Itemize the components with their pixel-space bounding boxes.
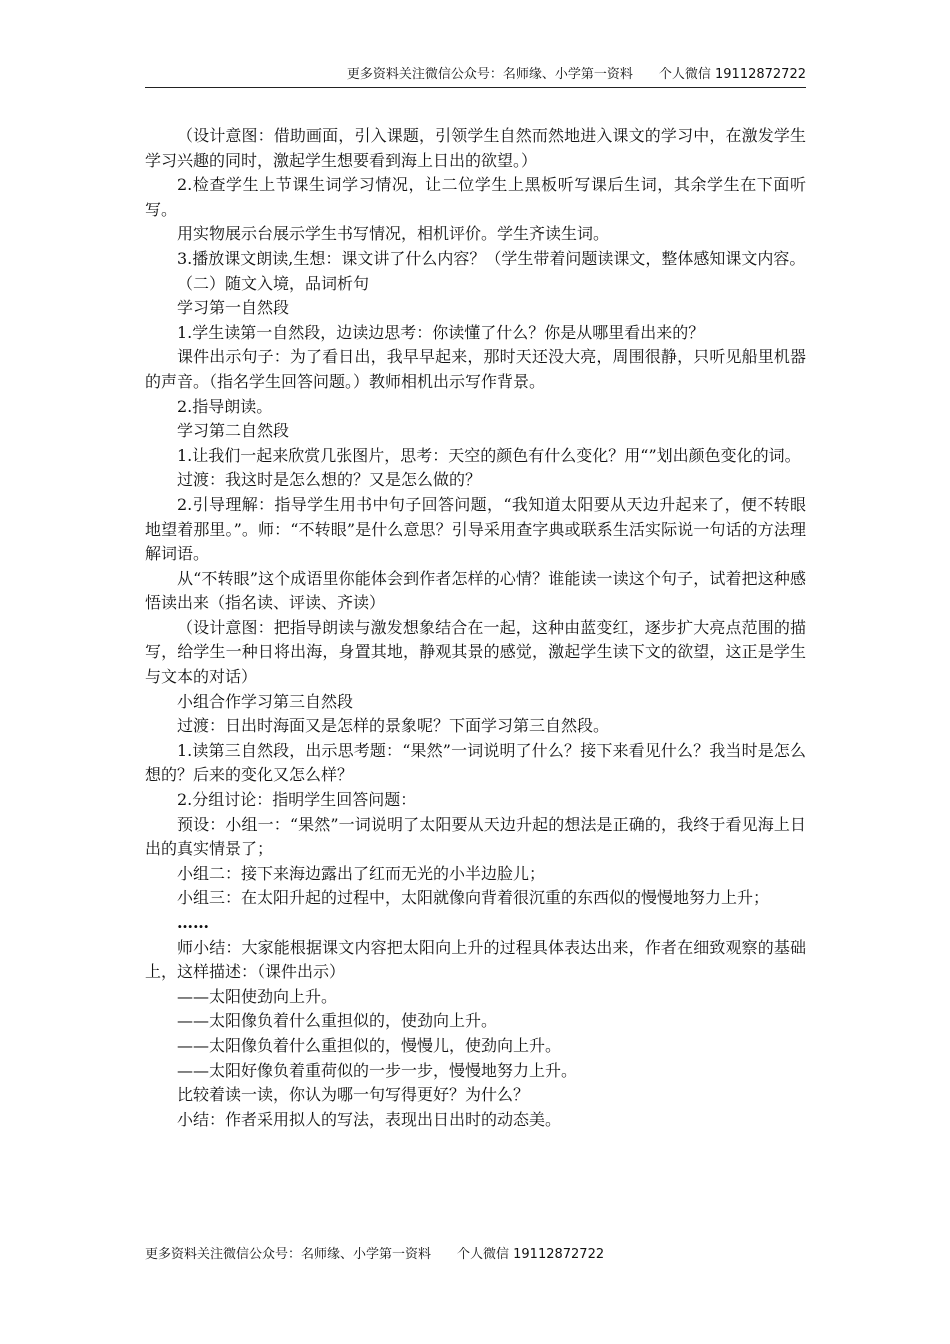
paragraph: ——太阳使劲向上升。 <box>177 986 338 1006</box>
paragraph: 1.读第三自然段，出示思考题：“果然”一词说明了什么？接下来看见什么？我当时是怎么想的？后来的变化又怎么样？ <box>145 740 806 785</box>
paragraph: 小组合作学习第三自然段 <box>177 691 354 711</box>
paragraph: 1.让我们一起来欣赏几张图片，思考：天空的颜色有什么变化？用“”划出颜色变化的词。 <box>177 445 801 465</box>
paragraph: 比较着读一读，你认为哪一句写得更好？为什么？ <box>177 1085 530 1105</box>
paragraph: 预设：小组一：“果然”一词说明了太阳要从天边升起的想法是正确的，我终于看见海上日出的真实情景了； <box>145 814 806 859</box>
document-body <box>145 124 806 1132</box>
ellipsis-line: …… <box>177 913 209 932</box>
page-header: 更多资料关注微信公众号：名师缘、小学第一资料 个人微信 19112872722 <box>346 67 806 82</box>
paragraph: 3.播放课文朗读,生想：课文讲了什么内容？（学生带着问题读课文，整体感知课文内容。 <box>177 248 806 268</box>
paragraph: 学习第一自然段 <box>177 298 290 318</box>
paragraph: ——太阳像负着什么重担似的，使劲向上升。 <box>177 1011 498 1031</box>
paragraph: 师小结：大家能根据课文内容把太阳向上升的过程具体表达出来，作者在细致观察的基础上，这样描述：（课件出示） <box>145 937 806 982</box>
paragraph: ——太阳像负着什么重担似的，慢慢儿，使劲向上升。 <box>177 1035 562 1055</box>
paragraph: 学习第二自然段 <box>177 421 290 441</box>
paragraph: 2.引导理解：指导学生用书中句子回答问题，“我知道太阳要从天边升起来了，便不转眼地望着那里。”。师：“不转眼”是什么意思？引导采用查字典或联系生活实际说一句话的方法理解词语。 <box>145 494 806 564</box>
section-heading: （二）随文入境，品词析句 <box>177 273 370 293</box>
paragraph: ——太阳好像负着重荷似的一步一步，慢慢地努力上升。 <box>177 1060 578 1080</box>
page-footer: 更多资料关注微信公众号：名师缘、小学第一资料 个人微信 19112872722 <box>145 1247 605 1262</box>
paragraph: 2.分组讨论：指明学生回答问题： <box>177 790 417 810</box>
paragraph: 2.指导朗读。 <box>177 396 273 416</box>
paragraph: 用实物展示台展示学生书写情况，相机评价。学生齐读生词。 <box>177 224 610 244</box>
paragraph: 从“不转眼”这个成语里你能体会到作者怎样的心情？谁能读一读这个句子，试着把这种感悟读出来（指名读、评读、齐读） <box>145 568 806 613</box>
paragraph: （设计意图：把指导朗读与激发想象结合在一起，这种由蓝变红，逐步扩大亮点范围的描写，给学生一种日将出海，身置其地，静观其景的感觉，激起学生读下文的欲望，这正是学生与文本的对话） <box>145 617 806 687</box>
paragraph: 小组三：在太阳升起的过程中，太阳就像向背着很沉重的东西似的慢慢地努力上升； <box>177 888 770 908</box>
header-divider <box>145 87 806 88</box>
paragraph: 过渡：日出时海面又是怎样的景象呢？下面学习第三自然段。 <box>177 716 610 736</box>
paragraph: 1.学生读第一自然段，边读边思考：你读懂了什么？你是从哪里看出来的？ <box>177 322 705 342</box>
paragraph: 2.检查学生上节课生词学习情况，让二位学生上黑板听写课后生词，其余学生在下面听写。 <box>145 175 806 219</box>
paragraph: 过渡：我这时是怎么想的？又是怎么做的？ <box>177 470 482 490</box>
paragraph: 小组二：接下来海边露出了红而无光的小半边脸儿； <box>177 863 546 883</box>
paragraph: （设计意图：借助画面，引入课题，引领学生自然而然地进入课文的学习中，在激发学生学习兴趣的同时，激起学生想要看到海上日出的欲望。） <box>145 126 806 170</box>
paragraph: 课件出示句子：为了看日出，我早早起来，那时天还没大亮，周围很静，只听见船里机器的声音。（指名学生回答问题。）教师相机出示写作背景。 <box>145 347 806 391</box>
paragraph: 小结：作者采用拟人的写法，表现出日出时的动态美。 <box>177 1109 562 1129</box>
